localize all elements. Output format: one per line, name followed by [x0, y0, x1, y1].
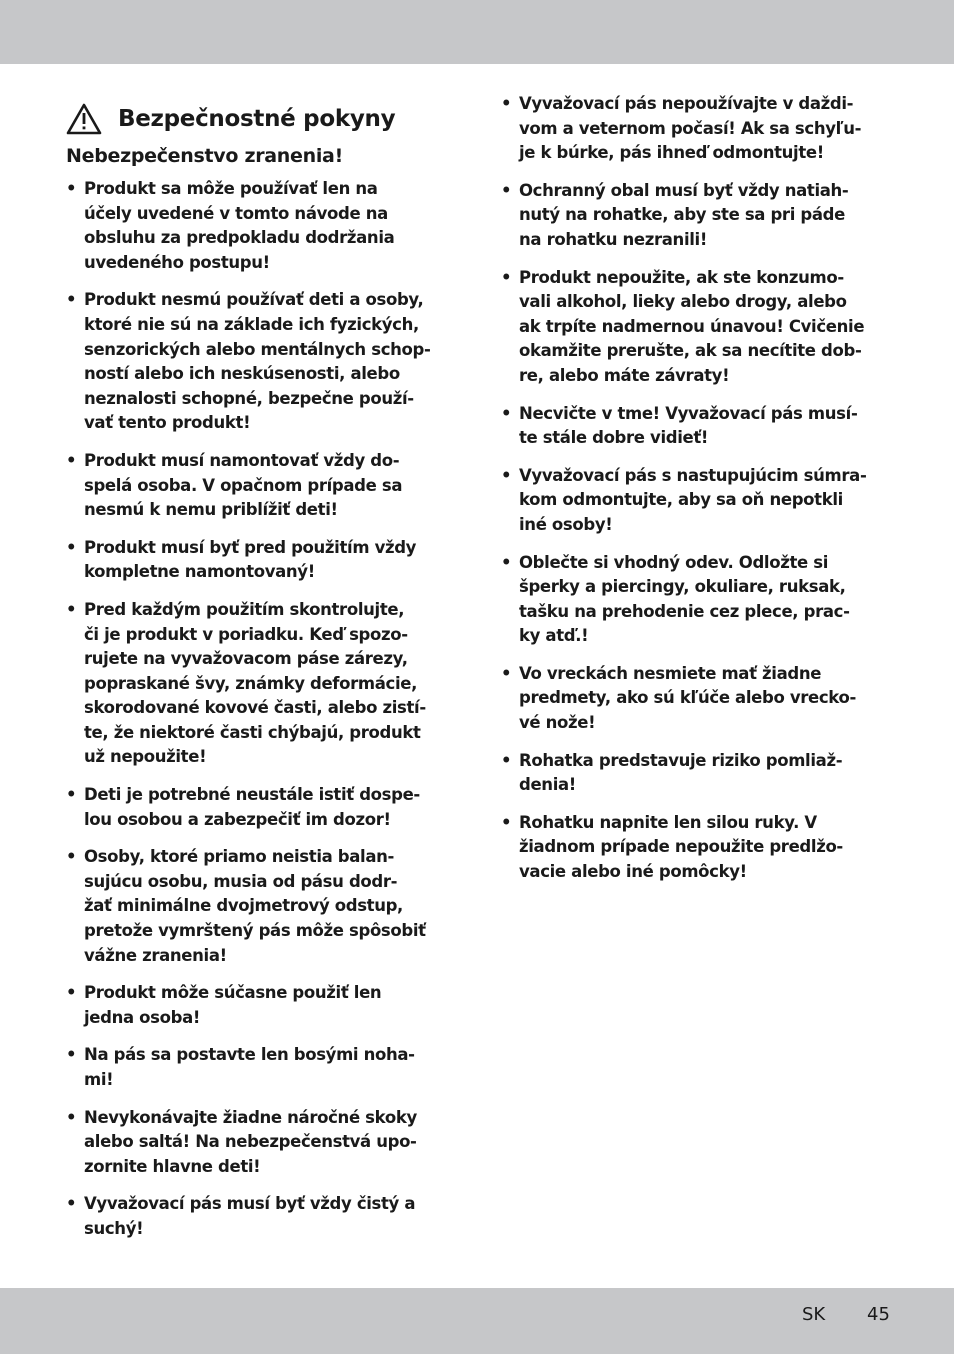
list-item-line: vacie alebo iné pomôcky!: [519, 862, 747, 882]
list-item-line: uvedeného postupu!: [84, 252, 270, 272]
list-item-line: predmety, ako sú kľúče alebo vrecko-: [519, 688, 856, 708]
list-item-line: okamžite prerušte, ak sa necítite dob-: [519, 341, 862, 361]
list-item-line: lou osobou a zabezpečiť im dozor!: [84, 809, 391, 829]
list-item-line: Pred každým použitím skontrolujte,: [84, 599, 405, 619]
list-item: [66, 783, 456, 832]
list-item: [501, 811, 893, 885]
list-item-line: denia!: [519, 775, 576, 795]
list-item: [66, 1106, 456, 1180]
list-item-line: vom a veternom počasí! Ak sa schyľu-: [519, 118, 862, 138]
bullet-icon: •: [66, 847, 77, 867]
list-item: [501, 266, 893, 389]
section-heading: [66, 101, 395, 137]
list-item-line: či je produkt v poriadku. Keď spozo-: [84, 624, 408, 644]
list-item: [501, 92, 893, 166]
bullet-icon: •: [66, 785, 77, 805]
bullet-icon: •: [501, 403, 512, 423]
warning-triangle-icon: [66, 103, 102, 135]
list-item-line: neznalosti schopné, bezpečne použí-: [84, 388, 414, 408]
list-item-line: senzorických alebo mentálnych schop-: [84, 339, 431, 359]
list-item-line: Vo vreckách nesmiete mať žiadne: [519, 663, 822, 683]
bullet-icon: •: [66, 983, 77, 1003]
bullet-icon: •: [501, 552, 512, 572]
list-item-line: Produkt musí byť pred použitím vždy: [84, 537, 417, 557]
list-item: [66, 288, 456, 436]
list-item-line: vali alkohol, lieky alebo drogy, alebo: [519, 292, 847, 312]
safety-list-left: [66, 177, 456, 1255]
list-item-line: Necvičte v tme! Vyvažovací pás musí-: [519, 403, 858, 423]
bullet-icon: •: [66, 599, 77, 619]
safety-list-right: [501, 92, 893, 898]
list-item-line: tašku na prehodenie cez plece, prac-: [519, 601, 850, 621]
list-item-line: spelá osoba. V opačnom prípade sa: [84, 475, 403, 495]
bullet-icon: •: [66, 537, 77, 557]
bullet-icon: •: [66, 1045, 77, 1065]
list-item-line: te, že niektoré časti chýbajú, produkt: [84, 722, 421, 742]
list-item-line: je k búrke, pás ihneď odmontujte!: [519, 143, 824, 163]
bullet-icon: •: [501, 750, 512, 770]
bullet-icon: •: [501, 180, 512, 200]
list-item-line: kom odmontujte, aby sa oň nepotkli: [519, 490, 843, 510]
list-item-line: kompletne namontovaný!: [84, 562, 315, 582]
list-item-line: Produkt nepoužite, ak ste konzumo-: [519, 267, 844, 287]
list-item: [501, 402, 893, 451]
list-item: [501, 179, 893, 253]
list-item-line: nesmú k nemu priblížiť deti!: [84, 500, 338, 520]
page-title: Bezpečnostné pokyny: [118, 106, 396, 132]
list-item-line: alebo saltá! Na nebezpečenstvá upo-: [84, 1132, 417, 1152]
list-item-line: te stále dobre vidieť!: [519, 428, 709, 448]
bullet-icon: •: [501, 267, 512, 287]
bullet-icon: •: [66, 1194, 77, 1214]
list-item-line: Nevykonávajte žiadne náročné skoky: [84, 1107, 417, 1127]
list-item-line: ky atď.!: [519, 626, 589, 646]
list-item: [66, 536, 456, 585]
list-item-line: Produkt musí namontovať vždy do-: [84, 450, 400, 470]
list-item-line: Vyvažovací pás musí byť vždy čistý a: [84, 1194, 416, 1214]
list-item-line: Ochranný obal musí byť vždy natiah-: [519, 180, 849, 200]
list-item-line: vé nože!: [519, 713, 596, 733]
list-item-line: Produkt nesmú používať deti a osoby,: [84, 290, 424, 310]
bullet-icon: •: [501, 94, 512, 113]
list-item-line: žať minimálne dvojmetrový odstup,: [84, 896, 403, 916]
list-item-line: skorodované kovové časti, alebo zistí-: [84, 698, 426, 718]
list-item-line: suchý!: [84, 1218, 144, 1238]
list-item: [501, 464, 893, 538]
list-item-line: pretože vymrštený pás môže spôsobiť: [84, 921, 426, 941]
list-item-line: sujúcu osobu, musia od pásu dodr-: [84, 871, 398, 891]
list-item-line: re, alebo máte závraty!: [519, 365, 730, 385]
header-band: [0, 0, 954, 64]
bullet-icon: •: [66, 1107, 77, 1127]
list-item: [66, 1043, 456, 1092]
list-item-line: účely uvedené v tomto návode na: [84, 203, 388, 223]
list-item-line: Rohatku napnite len silou ruky. V: [519, 812, 817, 832]
bullet-icon: •: [66, 179, 77, 198]
list-item-line: Osoby, ktoré priamo neistia balan-: [84, 847, 395, 867]
list-item-line: Produkt sa môže používať len na: [84, 179, 378, 198]
list-item-line: Vyvažovací pás nepoužívajte v daždi-: [519, 94, 854, 113]
list-item-line: jedna osoba!: [84, 1007, 201, 1027]
list-item-line: Rohatka predstavuje riziko pomliaž-: [519, 750, 843, 770]
list-item: [501, 749, 893, 798]
list-item: [66, 449, 456, 523]
list-item-line: šperky a piercingy, okuliare, ruksak,: [519, 577, 846, 597]
list-item-line: Oblečte si vhodný odev. Odložte si: [519, 552, 828, 572]
list-item: [66, 981, 456, 1030]
list-item-line: zornite hlavne deti!: [84, 1156, 261, 1176]
bullet-icon: •: [66, 450, 77, 470]
bullet-icon: •: [501, 663, 512, 683]
list-item-line: Na pás sa postavte len bosými noha-: [84, 1045, 415, 1065]
list-item-line: už nepoužite!: [84, 747, 207, 767]
section-subtitle: Nebezpečenstvo zranenia!: [66, 145, 343, 167]
list-item-line: žiadnom prípade nepoužite predlžo-: [519, 837, 843, 857]
list-item: [66, 845, 456, 968]
list-item: [501, 662, 893, 736]
list-item-line: rujete na vyvažovacom páse zárezy,: [84, 649, 408, 669]
bullet-icon: •: [66, 290, 77, 310]
list-item-line: ak trpíte nadmernou únavou! Cvičenie: [519, 316, 865, 336]
list-item-line: ktoré nie sú na základe ich fyzických,: [84, 314, 419, 334]
list-item-line: mi!: [84, 1070, 114, 1089]
list-item: [66, 598, 456, 770]
list-item-line: Produkt môže súčasne použiť len: [84, 983, 382, 1003]
list-item-line: ností alebo ich neskúsenosti, alebo: [84, 364, 400, 384]
language-code: SK: [802, 1304, 826, 1325]
page-number: 45: [867, 1304, 890, 1325]
list-item-line: obsluhu za predpokladu dodržania: [84, 228, 395, 248]
list-item-line: na rohatku nezranili!: [519, 229, 708, 249]
list-item: [66, 177, 456, 275]
list-item: [501, 551, 893, 649]
list-item: [66, 1192, 456, 1241]
list-item-line: vať tento produkt!: [84, 413, 251, 433]
list-item-line: Deti je potrebné neustále istiť dospe-: [84, 785, 420, 805]
bullet-icon: •: [501, 812, 512, 832]
list-item-line: popraskané švy, známky deformácie,: [84, 673, 418, 693]
list-item-line: vážne zranenia!: [84, 945, 227, 965]
list-item-line: nutý na rohatke, aby ste sa pri páde: [519, 205, 845, 225]
list-item-line: iné osoby!: [519, 514, 613, 534]
bullet-icon: •: [501, 465, 512, 485]
list-item-line: Vyvažovací pás s nastupujúcim súmra-: [519, 465, 867, 485]
